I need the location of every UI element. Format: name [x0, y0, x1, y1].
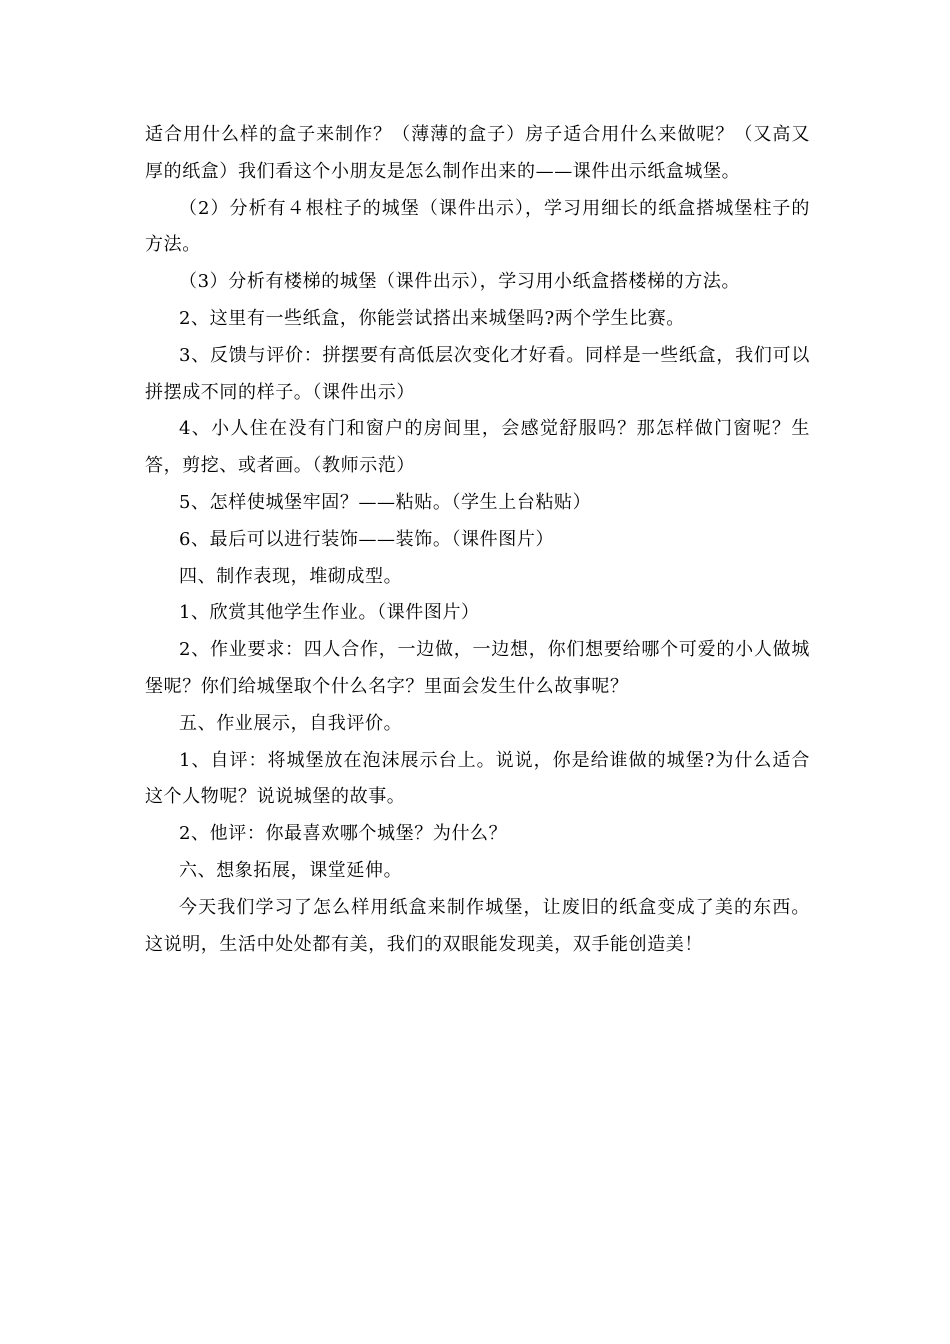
section-heading-5: 五、作业展示，自我评价。 — [179, 712, 403, 734]
paragraph-item-1-appreciate: 1、欣赏其他学生作业。（课件图片） — [179, 602, 480, 624]
paragraph-step-3-stairs: （3）分析有楼梯的城堡（课件出示），学习用小纸盒搭楼梯的方法。 — [179, 271, 741, 293]
paragraph-item-3-feedback: 3、反馈与评价：拼摆要有高低层次变化才好看。同样是一些纸盒，我们可以拼摆成不同的样子。（课件出示） — [145, 344, 810, 403]
paragraph-item-2-requirements: 2、作业要求：四人合作，一边做，一边想，你们想要给哪个可爱的小人做城堡呢？你们给城堡取个什么名字？里面会发生什么故事呢？ — [145, 639, 810, 697]
section-heading-4: 四、制作表现，堆砌成型。 — [179, 565, 403, 587]
paragraph-continuation: 适合用什么样的盒子来制作？（薄薄的盒子）房子适合用什么来做呢？（又高又厚的纸盒）我们看这个小朋友是怎么制作出来的——课件出示纸盒城堡。 — [145, 124, 810, 182]
section-heading-6: 六、想象拓展，课堂延伸。 — [179, 859, 403, 881]
paragraph-item-4-doors-windows: 4、小人住在没有门和窗户的房间里，会感觉舒服吗？那怎样做门窗呢？生答，剪挖、或者画。（教师示范） — [145, 418, 810, 477]
paragraph-item-2-peer-eval: 2、他评：你最喜欢哪个城堡？为什么？ — [179, 823, 508, 845]
paragraph-item-2-try: 2、这里有一些纸盒，你能尝试搭出来城堡吗?两个学生比赛。 — [179, 307, 685, 329]
paragraph-item-1-self-eval: 1、自评：将城堡放在泡沫展示台上。说说，你是给谁做的城堡?为什么适合这个人物呢？说说城堡的故事。 — [145, 749, 810, 808]
paragraph-item-5-glue: 5、怎样使城堡牢固？——粘贴。（学生上台粘贴） — [179, 491, 592, 513]
document-body — [145, 117, 810, 963]
paragraph-item-6-decorate: 6、最后可以进行装饰——装饰。（课件图片） — [179, 528, 555, 550]
paragraph-step-2-pillars: （2）分析有４根柱子的城堡（课件出示），学习用细长的纸盒搭城堡柱子的方法。 — [145, 197, 810, 256]
paragraph-conclusion: 今天我们学习了怎么样用纸盒来制作城堡，让废旧的纸盒变成了美的东西。这说明，生活中处处都有美，我们的双眼能发现美，双手能创造美！ — [145, 896, 810, 955]
